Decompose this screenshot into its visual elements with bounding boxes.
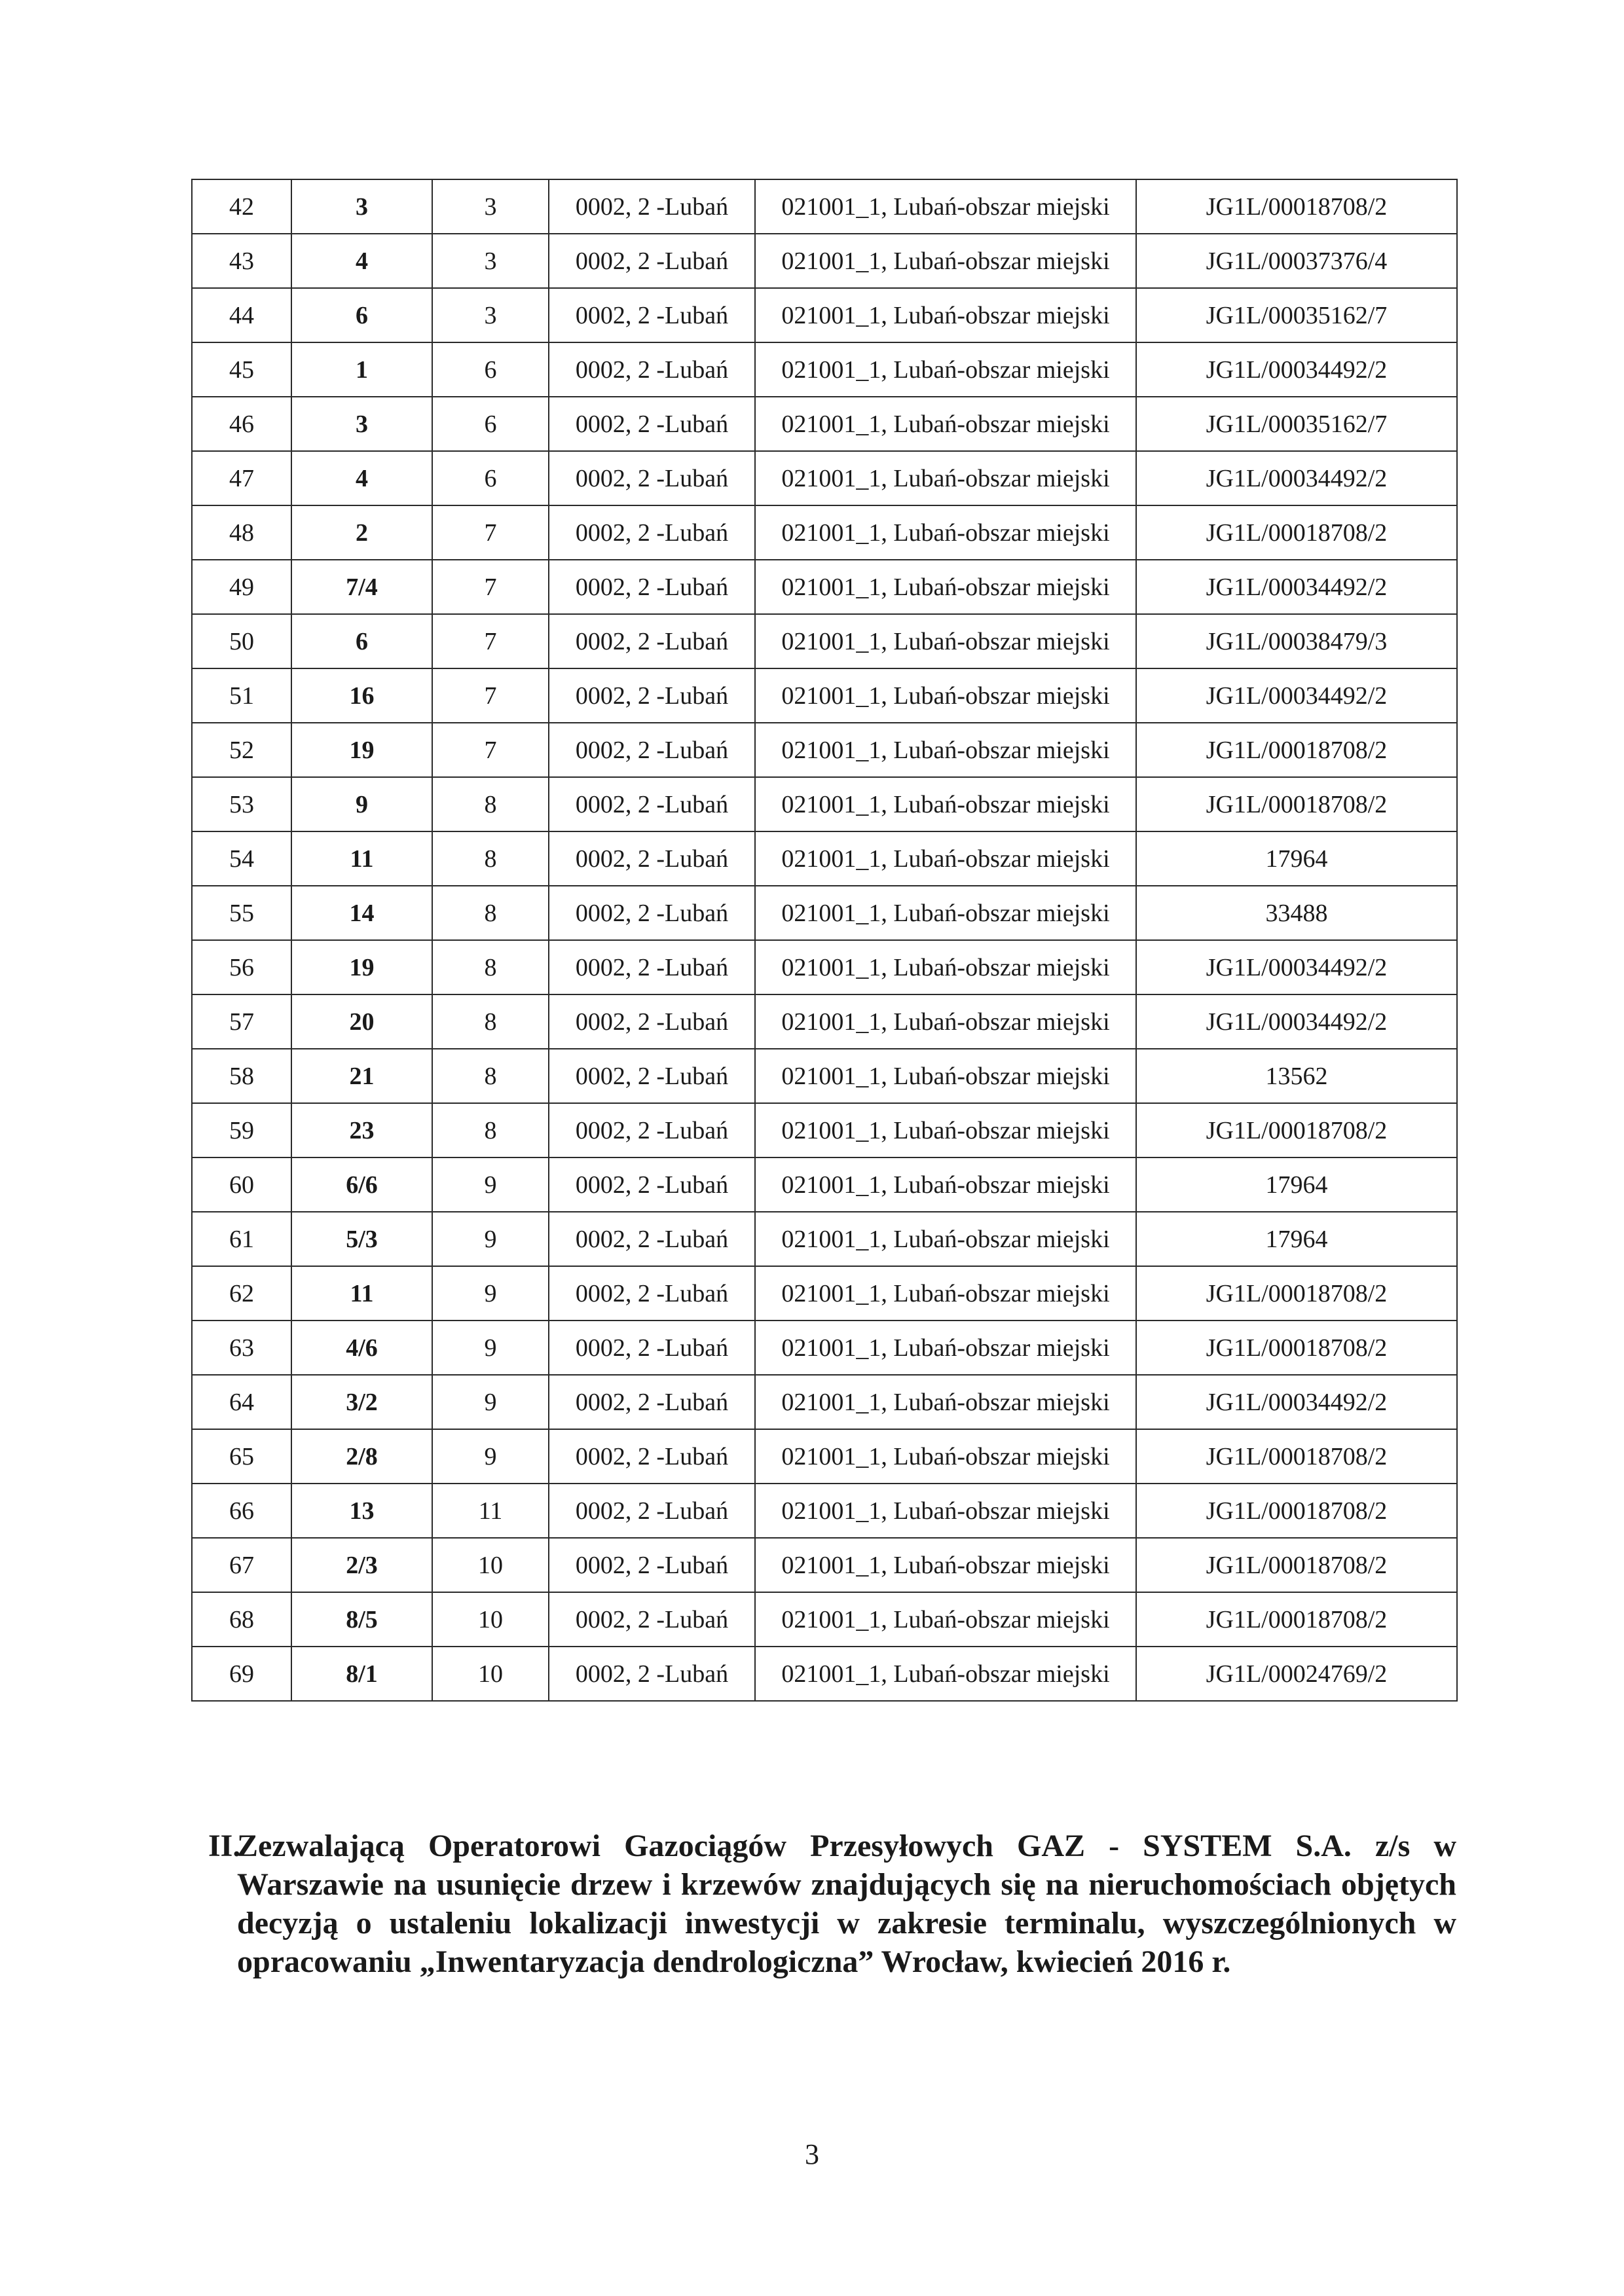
row-number-cell: 53 xyxy=(192,777,291,831)
municipality-cell: 021001_1, Lubań-obszar miejski xyxy=(755,723,1136,777)
municipality-cell: 021001_1, Lubań-obszar miejski xyxy=(755,1157,1136,1212)
table-row xyxy=(192,342,1457,397)
land-register-cell: 33488 xyxy=(1136,886,1457,940)
table-row xyxy=(192,1212,1457,1266)
land-register-cell: JG1L/00018708/2 xyxy=(1136,1103,1457,1157)
municipality-cell: 021001_1, Lubań-obszar miejski xyxy=(755,288,1136,342)
precinct-cell: 9 xyxy=(432,1375,549,1429)
parcel-number-cell: 19 xyxy=(291,723,432,777)
table-row xyxy=(192,886,1457,940)
table-row xyxy=(192,1592,1457,1647)
table-row xyxy=(192,1647,1457,1701)
table-row xyxy=(192,831,1457,886)
parcel-number-cell: 16 xyxy=(291,668,432,723)
row-number-cell: 45 xyxy=(192,342,291,397)
table-row xyxy=(192,1321,1457,1375)
precinct-cell: 9 xyxy=(432,1321,549,1375)
page-number: 3 xyxy=(805,2138,819,2170)
parcel-number-cell: 21 xyxy=(291,1049,432,1103)
municipality-cell: 021001_1, Lubań-obszar miejski xyxy=(755,831,1136,886)
table-row xyxy=(192,234,1457,288)
precinct-cell: 8 xyxy=(432,831,549,886)
land-register-cell: JG1L/00018708/2 xyxy=(1136,1266,1457,1321)
table-row xyxy=(192,1375,1457,1429)
land-register-cell: JG1L/00038479/3 xyxy=(1136,614,1457,668)
precinct-cell: 10 xyxy=(432,1647,549,1701)
land-register-cell: JG1L/00035162/7 xyxy=(1136,288,1457,342)
registration-unit-cell: 0002, 2 -Lubań xyxy=(549,1375,755,1429)
municipality-cell: 021001_1, Lubań-obszar miejski xyxy=(755,1375,1136,1429)
row-number-cell: 68 xyxy=(192,1592,291,1647)
parcel-number-cell: 7/4 xyxy=(291,560,432,614)
parcel-number-cell: 8/1 xyxy=(291,1647,432,1701)
registration-unit-cell: 0002, 2 -Lubań xyxy=(549,288,755,342)
table-row xyxy=(192,614,1457,668)
land-register-cell: JG1L/00037376/4 xyxy=(1136,234,1457,288)
land-register-cell: JG1L/00034492/2 xyxy=(1136,668,1457,723)
municipality-cell: 021001_1, Lubań-obszar miejski xyxy=(755,342,1136,397)
registration-unit-cell: 0002, 2 -Lubań xyxy=(549,1212,755,1266)
land-register-cell: JG1L/00034492/2 xyxy=(1136,560,1457,614)
parcel-number-cell: 11 xyxy=(291,1266,432,1321)
land-register-cell: 17964 xyxy=(1136,831,1457,886)
municipality-cell: 021001_1, Lubań-obszar miejski xyxy=(755,451,1136,505)
parcel-table xyxy=(191,179,1458,1702)
registration-unit-cell: 0002, 2 -Lubań xyxy=(549,940,755,994)
precinct-cell: 7 xyxy=(432,723,549,777)
table-row xyxy=(192,668,1457,723)
registration-unit-cell: 0002, 2 -Lubań xyxy=(549,1429,755,1484)
registration-unit-cell: 0002, 2 -Lubań xyxy=(549,397,755,451)
parcel-number-cell: 4 xyxy=(291,451,432,505)
row-number-cell: 56 xyxy=(192,940,291,994)
parcel-number-cell: 8/5 xyxy=(291,1592,432,1647)
land-register-cell: 17964 xyxy=(1136,1212,1457,1266)
row-number-cell: 64 xyxy=(192,1375,291,1429)
municipality-cell: 021001_1, Lubań-obszar miejski xyxy=(755,1212,1136,1266)
row-number-cell: 51 xyxy=(192,668,291,723)
row-number-cell: 47 xyxy=(192,451,291,505)
land-register-cell: JG1L/00034492/2 xyxy=(1136,940,1457,994)
table-row xyxy=(192,1538,1457,1592)
municipality-cell: 021001_1, Lubań-obszar miejski xyxy=(755,886,1136,940)
land-register-cell: JG1L/00018708/2 xyxy=(1136,1592,1457,1647)
parcel-number-cell: 2/3 xyxy=(291,1538,432,1592)
land-register-cell: JG1L/00024769/2 xyxy=(1136,1647,1457,1701)
row-number-cell: 61 xyxy=(192,1212,291,1266)
row-number-cell: 52 xyxy=(192,723,291,777)
precinct-cell: 6 xyxy=(432,342,549,397)
parcel-number-cell: 9 xyxy=(291,777,432,831)
parcel-number-cell: 4 xyxy=(291,234,432,288)
row-number-cell: 67 xyxy=(192,1538,291,1592)
precinct-cell: 10 xyxy=(432,1592,549,1647)
registration-unit-cell: 0002, 2 -Lubań xyxy=(549,234,755,288)
land-register-cell: JG1L/00018708/2 xyxy=(1136,1484,1457,1538)
table-row xyxy=(192,1049,1457,1103)
registration-unit-cell: 0002, 2 -Lubań xyxy=(549,1157,755,1212)
table-row xyxy=(192,1103,1457,1157)
precinct-cell: 9 xyxy=(432,1157,549,1212)
municipality-cell: 021001_1, Lubań-obszar miejski xyxy=(755,397,1136,451)
registration-unit-cell: 0002, 2 -Lubań xyxy=(549,1103,755,1157)
municipality-cell: 021001_1, Lubań-obszar miejski xyxy=(755,505,1136,560)
table-row xyxy=(192,1157,1457,1212)
land-register-cell: JG1L/00018708/2 xyxy=(1136,505,1457,560)
row-number-cell: 66 xyxy=(192,1484,291,1538)
registration-unit-cell: 0002, 2 -Lubań xyxy=(549,1049,755,1103)
table-row xyxy=(192,1484,1457,1538)
municipality-cell: 021001_1, Lubań-obszar miejski xyxy=(755,179,1136,234)
municipality-cell: 021001_1, Lubań-obszar miejski xyxy=(755,1429,1136,1484)
table-row xyxy=(192,940,1457,994)
parcel-number-cell: 4/6 xyxy=(291,1321,432,1375)
registration-unit-cell: 0002, 2 -Lubań xyxy=(549,342,755,397)
row-number-cell: 48 xyxy=(192,505,291,560)
land-register-cell: 13562 xyxy=(1136,1049,1457,1103)
precinct-cell: 9 xyxy=(432,1429,549,1484)
land-register-cell: JG1L/00034492/2 xyxy=(1136,994,1457,1049)
registration-unit-cell: 0002, 2 -Lubań xyxy=(549,886,755,940)
municipality-cell: 021001_1, Lubań-obszar miejski xyxy=(755,668,1136,723)
parcel-number-cell: 6 xyxy=(291,614,432,668)
parcel-number-cell: 3/2 xyxy=(291,1375,432,1429)
row-number-cell: 60 xyxy=(192,1157,291,1212)
table-row xyxy=(192,560,1457,614)
registration-unit-cell: 0002, 2 -Lubań xyxy=(549,614,755,668)
row-number-cell: 62 xyxy=(192,1266,291,1321)
registration-unit-cell: 0002, 2 -Lubań xyxy=(549,668,755,723)
precinct-cell: 10 xyxy=(432,1538,549,1592)
municipality-cell: 021001_1, Lubań-obszar miejski xyxy=(755,1592,1136,1647)
table-row xyxy=(192,994,1457,1049)
parcel-table-body xyxy=(192,179,1457,1701)
row-number-cell: 69 xyxy=(192,1647,291,1701)
land-register-cell: 17964 xyxy=(1136,1157,1457,1212)
precinct-cell: 6 xyxy=(432,397,549,451)
table-row xyxy=(192,179,1457,234)
land-register-cell: JG1L/00018708/2 xyxy=(1136,723,1457,777)
registration-unit-cell: 0002, 2 -Lubań xyxy=(549,777,755,831)
parcel-number-cell: 23 xyxy=(291,1103,432,1157)
municipality-cell: 021001_1, Lubań-obszar miejski xyxy=(755,994,1136,1049)
precinct-cell: 7 xyxy=(432,614,549,668)
section-text: Zezwalającą Operatorowi Gazociągów Przesyłowych GAZ - SYSTEM S.A. z/s w Warszawie na usunięcie drzew i krzewów znajdujących się na nieruchomościach objętych decyzją o ustaleniu lokalizacji inwestycji w zakresie terminalu, wyszczególnionych w opracowaniu „Inwentaryzacja dendrologiczna” Wrocław, kwiecień 2016 r. xyxy=(237,1829,1456,1979)
municipality-cell: 021001_1, Lubań-obszar miejski xyxy=(755,777,1136,831)
parcel-number-cell: 3 xyxy=(291,179,432,234)
registration-unit-cell: 0002, 2 -Lubań xyxy=(549,1538,755,1592)
table-row xyxy=(192,777,1457,831)
registration-unit-cell: 0002, 2 -Lubań xyxy=(549,1592,755,1647)
section-number: II. xyxy=(208,1829,241,1863)
municipality-cell: 021001_1, Lubań-obszar miejski xyxy=(755,234,1136,288)
row-number-cell: 44 xyxy=(192,288,291,342)
parcel-number-cell: 2 xyxy=(291,505,432,560)
municipality-cell: 021001_1, Lubań-obszar miejski xyxy=(755,1103,1136,1157)
precinct-cell: 8 xyxy=(432,886,549,940)
municipality-cell: 021001_1, Lubań-obszar miejski xyxy=(755,614,1136,668)
registration-unit-cell: 0002, 2 -Lubań xyxy=(549,179,755,234)
parcel-number-cell: 13 xyxy=(291,1484,432,1538)
row-number-cell: 55 xyxy=(192,886,291,940)
table-row xyxy=(192,451,1457,505)
registration-unit-cell: 0002, 2 -Lubań xyxy=(549,1484,755,1538)
row-number-cell: 63 xyxy=(192,1321,291,1375)
parcel-number-cell: 6 xyxy=(291,288,432,342)
row-number-cell: 54 xyxy=(192,831,291,886)
precinct-cell: 8 xyxy=(432,940,549,994)
table-row xyxy=(192,1429,1457,1484)
parcel-number-cell: 20 xyxy=(291,994,432,1049)
precinct-cell: 7 xyxy=(432,505,549,560)
precinct-cell: 11 xyxy=(432,1484,549,1538)
land-register-cell: JG1L/00018708/2 xyxy=(1136,777,1457,831)
land-register-cell: JG1L/00034492/2 xyxy=(1136,342,1457,397)
registration-unit-cell: 0002, 2 -Lubań xyxy=(549,451,755,505)
registration-unit-cell: 0002, 2 -Lubań xyxy=(549,1266,755,1321)
parcel-number-cell: 19 xyxy=(291,940,432,994)
table-row xyxy=(192,1266,1457,1321)
land-register-cell: JG1L/00018708/2 xyxy=(1136,1321,1457,1375)
row-number-cell: 50 xyxy=(192,614,291,668)
precinct-cell: 3 xyxy=(432,179,549,234)
municipality-cell: 021001_1, Lubań-obszar miejski xyxy=(755,1484,1136,1538)
table-row xyxy=(192,397,1457,451)
row-number-cell: 46 xyxy=(192,397,291,451)
table-row xyxy=(192,288,1457,342)
land-register-cell: JG1L/00018708/2 xyxy=(1136,1429,1457,1484)
parcel-number-cell: 6/6 xyxy=(291,1157,432,1212)
precinct-cell: 9 xyxy=(432,1266,549,1321)
land-register-cell: JG1L/00018708/2 xyxy=(1136,1538,1457,1592)
land-register-cell: JG1L/00034492/2 xyxy=(1136,1375,1457,1429)
registration-unit-cell: 0002, 2 -Lubań xyxy=(549,994,755,1049)
precinct-cell: 8 xyxy=(432,1103,549,1157)
parcel-number-cell: 5/3 xyxy=(291,1212,432,1266)
municipality-cell: 021001_1, Lubań-obszar miejski xyxy=(755,940,1136,994)
row-number-cell: 58 xyxy=(192,1049,291,1103)
row-number-cell: 42 xyxy=(192,179,291,234)
table-row xyxy=(192,505,1457,560)
municipality-cell: 021001_1, Lubań-obszar miejski xyxy=(755,560,1136,614)
row-number-cell: 57 xyxy=(192,994,291,1049)
land-register-cell: JG1L/00035162/7 xyxy=(1136,397,1457,451)
municipality-cell: 021001_1, Lubań-obszar miejski xyxy=(755,1538,1136,1592)
parcel-number-cell: 3 xyxy=(291,397,432,451)
land-register-cell: JG1L/00018708/2 xyxy=(1136,179,1457,234)
table-row xyxy=(192,723,1457,777)
row-number-cell: 49 xyxy=(192,560,291,614)
registration-unit-cell: 0002, 2 -Lubań xyxy=(549,560,755,614)
precinct-cell: 6 xyxy=(432,451,549,505)
precinct-cell: 7 xyxy=(432,668,549,723)
municipality-cell: 021001_1, Lubań-obszar miejski xyxy=(755,1049,1136,1103)
parcel-number-cell: 1 xyxy=(291,342,432,397)
row-number-cell: 59 xyxy=(192,1103,291,1157)
section-two xyxy=(208,1827,1456,1981)
precinct-cell: 7 xyxy=(432,560,549,614)
registration-unit-cell: 0002, 2 -Lubań xyxy=(549,1647,755,1701)
precinct-cell: 8 xyxy=(432,777,549,831)
parcel-number-cell: 14 xyxy=(291,886,432,940)
municipality-cell: 021001_1, Lubań-obszar miejski xyxy=(755,1266,1136,1321)
registration-unit-cell: 0002, 2 -Lubań xyxy=(549,1321,755,1375)
land-register-cell: JG1L/00034492/2 xyxy=(1136,451,1457,505)
precinct-cell: 8 xyxy=(432,1049,549,1103)
registration-unit-cell: 0002, 2 -Lubań xyxy=(549,831,755,886)
precinct-cell: 3 xyxy=(432,288,549,342)
municipality-cell: 021001_1, Lubań-obszar miejski xyxy=(755,1647,1136,1701)
registration-unit-cell: 0002, 2 -Lubań xyxy=(549,505,755,560)
precinct-cell: 9 xyxy=(432,1212,549,1266)
parcel-number-cell: 2/8 xyxy=(291,1429,432,1484)
row-number-cell: 65 xyxy=(192,1429,291,1484)
parcel-number-cell: 11 xyxy=(291,831,432,886)
municipality-cell: 021001_1, Lubań-obszar miejski xyxy=(755,1321,1136,1375)
registration-unit-cell: 0002, 2 -Lubań xyxy=(549,723,755,777)
precinct-cell: 3 xyxy=(432,234,549,288)
row-number-cell: 43 xyxy=(192,234,291,288)
precinct-cell: 8 xyxy=(432,994,549,1049)
